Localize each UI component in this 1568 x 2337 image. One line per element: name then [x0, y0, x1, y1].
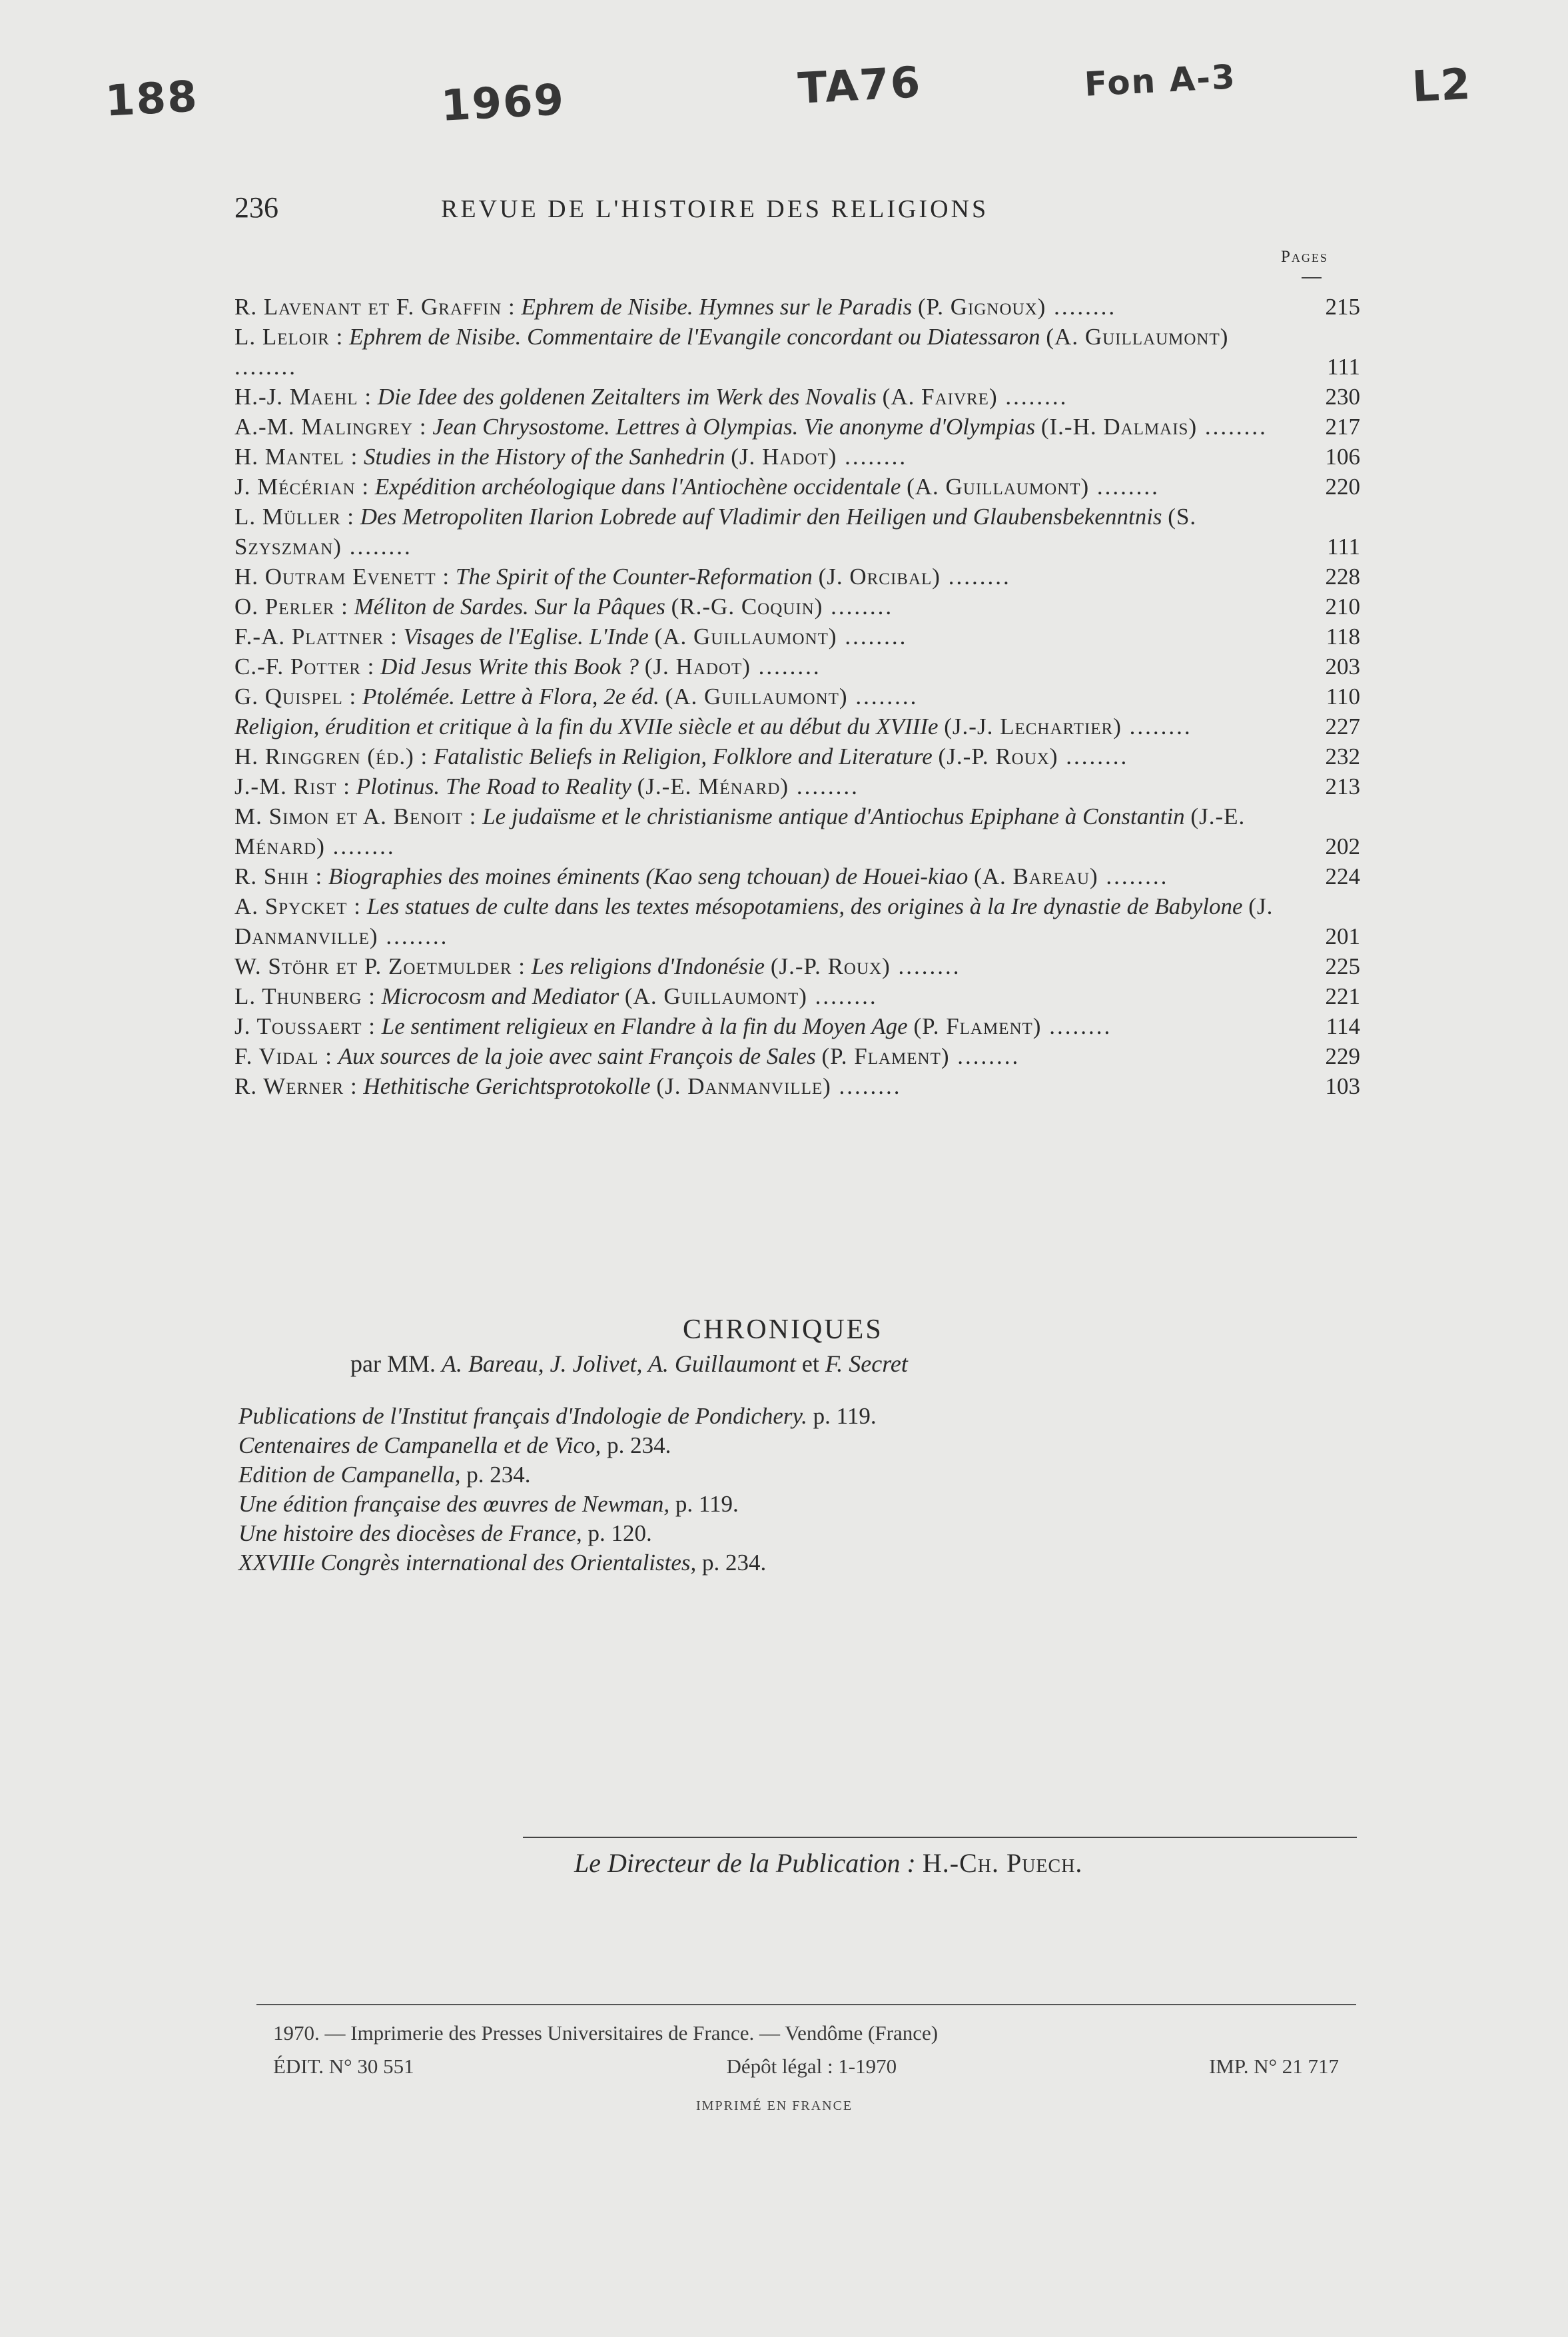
toc-reviewer: (P. Flament) [821, 1043, 950, 1069]
toc-author: W. Stöhr et P. Zoetmulder : [234, 953, 526, 979]
toc-reviewer: (J.-E. Ménard) [234, 803, 1246, 859]
running-title: REVUE DE L'HISTOIRE DES RELIGIONS [441, 195, 989, 223]
toc-entry-text [234, 412, 1274, 442]
printed-in-france: IMPRIMÉ EN FRANCE [696, 2099, 853, 2113]
toc-title: Expédition archéologique dans l'Antiochène occidentale [374, 474, 901, 500]
pages-rule [1302, 277, 1322, 278]
toc-leader: ........ [378, 923, 449, 949]
toc-title: Aux sources de la joie avec saint François de Sales [338, 1043, 816, 1069]
depot-legal: Dépôt légal : 1-1970 [726, 2055, 897, 2078]
toc-page: 225 [1325, 953, 1360, 979]
authors-and: et [801, 1350, 819, 1377]
toc-page: 114 [1326, 1013, 1360, 1039]
toc-author: F.-A. Plattner : [234, 624, 398, 650]
chronique-item [238, 1460, 877, 1490]
toc-entry-text [234, 682, 1274, 711]
toc-page: 110 [1326, 684, 1360, 709]
toc-title: Fatalistic Beliefs in Religion, Folklore and Literature [433, 743, 933, 769]
toc-reviewer: (S. Szyszman) [234, 504, 1197, 560]
toc-entry [234, 861, 1360, 891]
chronique-item [238, 1548, 877, 1578]
toc-entry-text [234, 652, 1274, 682]
toc-entry-text [234, 981, 1274, 1011]
toc-author: A. Spycket : [234, 893, 361, 919]
toc-author: L. Müller : [234, 504, 355, 530]
section-title: CHRONIQUES [683, 1314, 883, 1345]
chronique-page: p. 120. [588, 1520, 652, 1546]
toc-author: R. Werner : [234, 1073, 358, 1099]
authors-prefix: par MM. [350, 1350, 436, 1377]
handwritten-note: 188 [104, 72, 200, 127]
toc-reviewer: (A. Guillaumont) [907, 474, 1090, 500]
toc-page: 201 [1325, 923, 1360, 949]
edit-number: ÉDIT. N° 30 551 [273, 2055, 414, 2078]
toc-reviewer: (J.-J. Lechartier) [944, 713, 1122, 739]
toc-entry [234, 442, 1360, 472]
toc-title: Microcosm and Mediator [381, 983, 619, 1009]
handwritten-note: Fon A-3 [1083, 57, 1238, 104]
toc-title: Visages de l'Eglise. L'Inde [403, 624, 649, 650]
toc-page: 106 [1325, 444, 1360, 470]
toc-reviewer: (R.-G. Coquin) [671, 594, 823, 620]
toc-entry-text [234, 1041, 1274, 1071]
toc-title: Ephrem de Nisibe. Commentaire de l'Evangile concordant ou Diatessaron [349, 324, 1040, 350]
toc-title: The Spirit of the Counter-Reformation [455, 564, 813, 590]
toc-leader: ........ [789, 773, 859, 799]
toc-entry-text [234, 891, 1274, 951]
toc-title: Jean Chrysostome. Lettres à Olympias. Vie anonyme d'Olympias [432, 414, 1036, 440]
handwritten-note: L2 [1411, 59, 1473, 113]
chronique-title: Publications de l'Institut français d'Indologie de Pondichery. [238, 1403, 807, 1429]
toc-entry [234, 382, 1360, 412]
toc-entry-text [234, 711, 1274, 741]
toc-page: 230 [1325, 384, 1360, 410]
toc-entry [234, 741, 1360, 771]
authors-names: A. Bareau, J. Jolivet, A. Guillaumont [442, 1350, 796, 1377]
toc-entry [234, 412, 1360, 442]
toc-entry-text [234, 382, 1274, 412]
chronique-title: Une édition française des œuvres de Newman, [238, 1491, 670, 1517]
imprint-line: 1970. — Imprimerie des Presses Universitaires de France. — Vendôme (France) [273, 2021, 939, 2045]
toc-reviewer: (J. Danmanville) [234, 893, 1274, 949]
toc-leader: ........ [997, 384, 1068, 410]
toc-author: J.-M. Rist : [234, 773, 350, 799]
toc-leader: ........ [1046, 294, 1117, 320]
toc-page: 111 [1327, 534, 1360, 560]
chronique-title: Centenaires de Campanella et de Vico, [238, 1432, 601, 1458]
toc-title: Did Jesus Write this Book ? [380, 654, 639, 680]
toc-entry-text [234, 592, 1274, 622]
signature-rule [523, 1837, 1357, 1838]
toc-reviewer: (J. Hadot) [644, 654, 751, 680]
toc-entry [234, 292, 1360, 322]
chronique-title: Une histoire des diocèses de France, [238, 1520, 582, 1546]
toc-entry [234, 951, 1360, 981]
page-number: 236 [234, 191, 278, 224]
toc-page: 118 [1326, 624, 1360, 650]
chroniques-authors [350, 1350, 908, 1378]
toc-page: 232 [1325, 743, 1360, 769]
toc-title: Hethitische Gerichtsprotokolle [363, 1073, 651, 1099]
toc-leader: ........ [1089, 474, 1160, 500]
signature [574, 1847, 1082, 1879]
toc-leader: ........ [949, 1043, 1020, 1069]
chronique-page: p. 119. [813, 1403, 877, 1429]
chronique-page: p. 234. [702, 1550, 767, 1576]
toc-title: Ephrem de Nisibe. Hymnes sur le Paradis [521, 294, 913, 320]
toc-reviewer: (J. Danmanville) [656, 1073, 831, 1099]
toc-page: 224 [1325, 863, 1360, 889]
toc-leader: ........ [890, 953, 961, 979]
toc-reviewer: (J. Hadot) [731, 444, 837, 470]
toc-entry [234, 562, 1360, 592]
toc-author: G. Quispel : [234, 684, 357, 709]
toc-reviewer: (J.-P. Roux) [938, 743, 1058, 769]
toc-leader: ........ [324, 833, 396, 859]
chronique-title: Edition de Campanella, [238, 1462, 461, 1488]
toc-page: 202 [1325, 833, 1360, 859]
chronique-item [238, 1431, 877, 1460]
toc-reviewer: (A. Guillaumont) [654, 624, 837, 650]
toc-entry-text [234, 442, 1274, 472]
toc-entry-text [234, 472, 1274, 502]
toc-author: J. Toussaert : [234, 1013, 376, 1039]
toc-leader: ........ [847, 684, 919, 709]
chronique-page: p. 119. [675, 1491, 739, 1517]
toc-leader: ........ [831, 1073, 902, 1099]
toc-page: 229 [1325, 1043, 1360, 1069]
toc-leader: ........ [1098, 863, 1169, 889]
pages-column-label: Pages [1281, 248, 1328, 266]
toc-entry-text [234, 741, 1274, 771]
toc-title: Biographies des moines éminents (Kao seng tchouan) de Houei-kiao [328, 863, 969, 889]
chronique-item [238, 1519, 877, 1548]
toc-page: 220 [1325, 474, 1360, 500]
handwritten-note: TA76 [797, 58, 923, 114]
toc-leader: ........ [341, 534, 412, 560]
toc-title: Méliton de Sardes. Sur la Pâques [354, 594, 665, 620]
toc-reviewer: (A. Guillaumont) [1046, 324, 1229, 350]
toc-leader: ........ [807, 983, 878, 1009]
chronique-item [238, 1490, 877, 1519]
toc-entry [234, 622, 1360, 652]
toc-title: Les religions d'Indonésie [531, 953, 765, 979]
toc-leader: ........ [750, 654, 821, 680]
toc-leader: ........ [823, 594, 894, 620]
toc-author: R. Shih : [234, 863, 323, 889]
toc-entry [234, 682, 1360, 711]
toc-reviewer: (A. Guillaumont) [624, 983, 807, 1009]
toc-reviewer: (A. Bareau) [974, 863, 1098, 889]
toc-entry [234, 472, 1360, 502]
toc-reviewer: (I.-H. Dalmais) [1040, 414, 1198, 440]
toc-page: 203 [1325, 654, 1360, 680]
toc-reviewer: (J.-P. Roux) [770, 953, 891, 979]
toc-entry [234, 652, 1360, 682]
toc-title: Le judaïsme et le christianisme antique d'Antiochus Epiphane à Constantin [482, 803, 1185, 829]
toc-entry [234, 981, 1360, 1011]
toc-title: Studies in the History of the Sanhedrin [364, 444, 725, 470]
toc-title: Ptolémée. Lettre à Flora, 2e éd. [362, 684, 659, 709]
toc-leader: ........ [940, 564, 1011, 590]
toc-reviewer: (A. Faivre) [882, 384, 998, 410]
handwritten-note: 1969 [440, 75, 566, 131]
toc-entry [234, 322, 1360, 382]
toc-page: 103 [1325, 1073, 1360, 1099]
toc-entry-text [234, 502, 1274, 562]
toc-page: 111 [1327, 354, 1360, 380]
toc-page: 217 [1325, 414, 1360, 440]
toc-entry [234, 1071, 1360, 1101]
toc-entry-text [234, 861, 1274, 891]
toc-entry-text [234, 801, 1274, 861]
toc-author: H. Ringgren (éd.) : [234, 743, 428, 769]
footer-rule [256, 2004, 1356, 2005]
toc-author: C.-F. Potter : [234, 654, 375, 680]
toc-page: 221 [1325, 983, 1360, 1009]
page-header [234, 191, 1348, 231]
toc-leader: ........ [837, 624, 908, 650]
toc-entry [234, 592, 1360, 622]
toc-author: O. Perler : [234, 594, 348, 620]
toc-page: 210 [1325, 594, 1360, 620]
toc-author: A.-M. Malingrey : [234, 414, 427, 440]
toc-entry [234, 771, 1360, 801]
toc-entry-text [234, 292, 1274, 322]
toc-title: Le sentiment religieux en Flandre à la fin du Moyen Age [381, 1013, 908, 1039]
toc-author: R. Lavenant et F. Graffin : [234, 294, 516, 320]
signature-label: Le Directeur de la Publication : [574, 1848, 916, 1878]
toc-reviewer: (P. Gignoux) [918, 294, 1046, 320]
imprint-details [273, 2055, 1339, 2079]
toc-author: M. Simon et A. Benoit : [234, 803, 477, 829]
toc-leader: ........ [1058, 743, 1129, 769]
toc-page: 227 [1325, 713, 1360, 739]
toc-title: Des Metropoliten Ilarion Lobrede auf Vladimir den Heiligen und Glaubensbekenntnis [360, 504, 1162, 530]
toc-entry-text [234, 951, 1274, 981]
toc-entry [234, 1041, 1360, 1071]
chronique-item [238, 1402, 877, 1431]
authors-last: F. Secret [825, 1350, 908, 1377]
toc-entry-text [234, 1071, 1274, 1101]
toc-page: 228 [1325, 564, 1360, 590]
toc-author: H.-J. Maehl : [234, 384, 372, 410]
chronique-title: XXVIIIe Congrès international des Orientalistes, [238, 1550, 697, 1576]
toc-title: Religion, érudition et critique à la fin du XVIIe siècle et au début du XVIIIe [234, 713, 939, 739]
toc-reviewer: (A. Guillaumont) [665, 684, 848, 709]
toc-leader: ........ [234, 354, 297, 380]
toc-author: H. Mantel : [234, 444, 358, 470]
toc-author: J. Mécérian : [234, 474, 370, 500]
table-of-contents [234, 292, 1360, 1101]
toc-page: 213 [1325, 773, 1360, 799]
toc-title: Les statues de culte dans les textes mésopotamiens, des origines à la Ire dynastie de Babylone [366, 893, 1243, 919]
toc-author: L. Thunberg : [234, 983, 376, 1009]
toc-entry-text [234, 622, 1274, 652]
chronique-page: p. 234. [466, 1462, 531, 1488]
toc-title: Die Idee des goldenen Zeitalters im Werk des Novalis [377, 384, 877, 410]
toc-reviewer: (P. Flament) [913, 1013, 1042, 1039]
toc-entry [234, 711, 1360, 741]
chronique-page: p. 234. [607, 1432, 671, 1458]
toc-page: 215 [1325, 294, 1360, 320]
toc-entry [234, 1011, 1360, 1041]
toc-entry [234, 801, 1360, 861]
toc-leader: ........ [837, 444, 908, 470]
toc-leader: ........ [1041, 1013, 1112, 1039]
imp-number: IMP. N° 21 717 [1209, 2055, 1339, 2078]
toc-entry-text [234, 1011, 1274, 1041]
toc-title: Plotinus. The Road to Reality [356, 773, 631, 799]
signature-name: H.-Ch. Puech. [922, 1848, 1083, 1878]
toc-leader: ........ [1197, 414, 1268, 440]
toc-author: L. Leloir : [234, 324, 344, 350]
toc-reviewer: (J.-E. Ménard) [637, 773, 789, 799]
toc-entry [234, 891, 1360, 951]
toc-entry-text [234, 322, 1274, 382]
toc-author: H. Outram Evenett : [234, 564, 450, 590]
toc-leader: ........ [1121, 713, 1192, 739]
toc-entry [234, 502, 1360, 562]
toc-reviewer: (J. Orcibal) [818, 564, 941, 590]
chroniques-list [238, 1402, 877, 1578]
toc-entry-text [234, 562, 1274, 592]
toc-entry-text [234, 771, 1274, 801]
toc-author: F. Vidal : [234, 1043, 332, 1069]
